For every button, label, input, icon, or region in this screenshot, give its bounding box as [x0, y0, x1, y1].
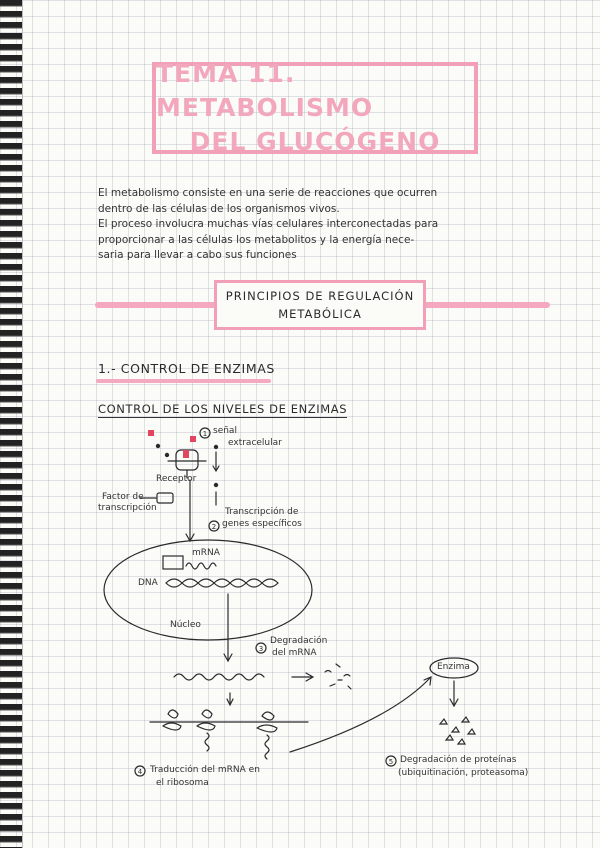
label-transcripcion: transcripción [98, 503, 157, 513]
gene-box [163, 556, 183, 569]
arrow-to-enzyme [290, 678, 430, 752]
dot [214, 445, 217, 448]
mrna-fragments [325, 664, 351, 689]
label-enzima: Enzima [437, 662, 470, 672]
ribosome [163, 710, 181, 730]
intro-line: El proceso involucra muchas vías celulares interconectadas para [98, 218, 439, 230]
label-step3-line1: Degradación [270, 636, 328, 646]
section-title-line-2: METABÓLICA [278, 307, 362, 321]
heading-control-enzimas: 1.- CONTROL DE ENZIMAS [98, 361, 275, 376]
label-extracelular: extracelular [228, 438, 282, 448]
label-dna: DNA [138, 578, 158, 588]
step-number-3: 3 [258, 645, 264, 653]
cytoplasmic-mrna [174, 674, 264, 680]
receptor-bound-signal [183, 450, 189, 458]
label-step3-line2: del mRNA [272, 648, 317, 658]
label-step2-line2: genes específicos [222, 519, 302, 529]
label-receptor: Receptor [156, 474, 197, 484]
label-step5-line1: Degradación de proteínas [400, 755, 517, 765]
label-mrna: mRNA [192, 548, 220, 558]
label-senal: señal [213, 426, 237, 436]
intro-line: dentro de las células de los organismos vivos. [98, 202, 340, 215]
step-number-1: 1 [202, 430, 208, 438]
nascent-peptide [205, 733, 209, 751]
dna-strand-2 [166, 579, 278, 587]
label-step4-line2: el ribosoma [156, 778, 209, 788]
signal-molecule [148, 430, 154, 436]
dot [165, 453, 168, 456]
mrna-squiggle [186, 563, 216, 569]
step-number-2: 2 [211, 523, 217, 531]
intro-line: saria para llevar a cabo sus funciones [98, 249, 297, 261]
dot [156, 444, 159, 447]
protein-fragments [440, 717, 475, 744]
signal-molecule [190, 436, 196, 442]
step-number-4: 4 [137, 768, 143, 776]
label-step2-line1: Transcripción de [225, 507, 299, 517]
dot [214, 483, 217, 486]
intro-line: El metabolismo consiste en una serie de reacciones que ocurren [98, 187, 438, 199]
label-nucleo: Núcleo [170, 620, 201, 630]
nascent-peptide [265, 735, 269, 759]
intro-line: proporcionar a las células los metabolitos y la energía nece- [98, 233, 415, 246]
heading-control-niveles: CONTROL DE LOS NIVELES DE ENZIMAS [98, 402, 348, 416]
step-number-5: 5 [388, 758, 394, 766]
title-line-1: TEMA 11. METABOLISMO [156, 59, 374, 122]
section-title-line-1: PRINCIPIOS DE REGULACIÓN [225, 289, 415, 303]
label-factor: Factor de [102, 492, 144, 502]
label-step4-line1: Traducción del mRNA en [150, 765, 260, 775]
ribosome [197, 710, 215, 730]
transcription-factor-shape [157, 493, 173, 503]
label-step5-line2: (ubiquitinación, proteasoma) [398, 768, 529, 778]
title-line-2: DEL GLUCÓGENO [189, 127, 441, 156]
